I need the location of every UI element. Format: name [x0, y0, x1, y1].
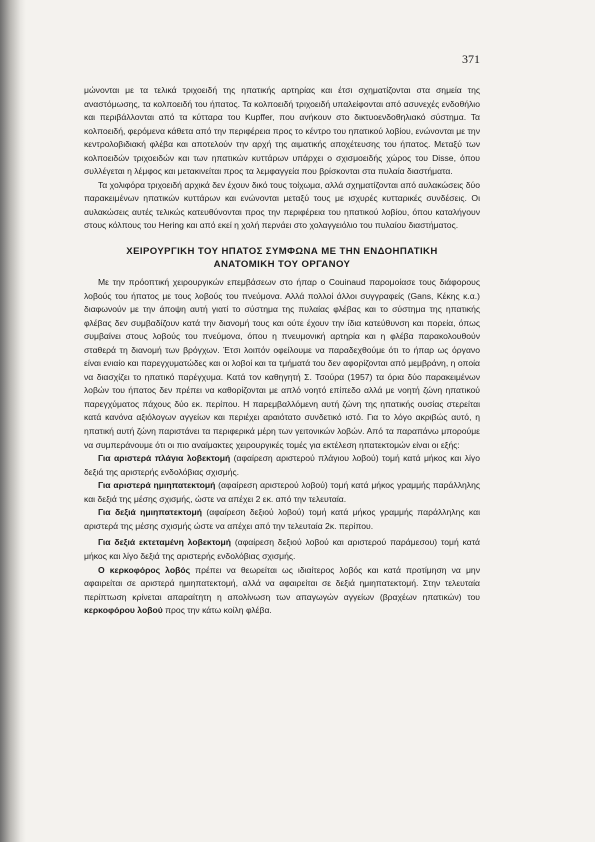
procedure-right-hemihepatectomy	[84, 506, 480, 533]
procedure-term: Για δεξιά εκτεταμένη λοβεκτομή	[98, 537, 232, 548]
procedure-term: Για δεξιά ημιηπατεκτομή	[98, 507, 202, 518]
procedure-term: Για αριστερά ημιηπατεκτομή	[98, 480, 216, 491]
caudate-lobe-paragraph	[84, 564, 480, 618]
book-gutter-shadow	[0, 0, 26, 842]
section-heading-line-1: ΧΕΙΡΟΥΡΓΙΚΗ ΤΟΥ ΗΠΑΤΟΣ ΣΥΜΦΩΝΑ ΜΕ ΤΗΝ ΕΝΔΟΗΠΑΤΙΚΗ	[126, 246, 438, 258]
procedure-left-lateral-lobectomy	[84, 452, 480, 479]
caudate-lobe-text: πρέπει να θεωρείται ως ιδιαίτερος λοβός και κατά προτίμηση να μην αφαιρείται σε αριστερά ημιηπατεκτομή, αλλά να αφαιρείται σε δεξιά ημιηπατεκτομή. Στην τελευταία περίπτωση κρίνεται απαραίτητη η απολίνωση των απαγωγών αγγείων (βραχέων ηπατικών) του	[84, 564, 480, 602]
procedure-left-hemihepatectomy	[84, 479, 480, 506]
procedure-term: Για αριστερά πλάγια λοβεκτομή	[98, 453, 231, 464]
procedure-description: (αφαίρεση δεξιού λοβού) τομή κατά μήκος γραμμής παράλληλης και αριστερά της μέσης σχισμής ώστε να απέχει από την τελευταία 2κ. περίπου.	[84, 507, 480, 531]
procedure-right-extended-lobectomy	[84, 536, 480, 563]
caudate-lobe-text-2: προς την κάτω κοίλη φλέβα.	[162, 605, 272, 616]
procedure-description: (αφαίρεση αριστερού πλάγιου λοβού) τομή κατά μήκος και λίγο δεξιά της αριστερής ενδολόβιας σχισμής.	[84, 453, 480, 477]
section-heading-line-2: ΑΝΑΤΟΜΙΚΗ ΤΟΥ ΟΡΓΑΝΟΥ	[213, 259, 351, 271]
caudate-lobe-term: Ο κερκοφόρος λοβός	[98, 564, 191, 575]
caudate-lobe-term-2: κερκοφόρου λοβού	[84, 605, 163, 616]
procedure-description: (αφαίρεση δεξιού λοβού και αριστερού παράμεσου) τομή κατά μήκος και λίγο δεξιά της αριστερής ενδολόβιας σχισμής.	[84, 537, 480, 561]
page-content	[84, 84, 480, 618]
section-heading	[84, 245, 480, 271]
procedure-description: (αφαίρεση αριστερού λοβού) τομή κατά μήκος γραμμής παράλληλης και δεξιά της μέσης σχισμής, ώστε να απέχει 2 εκ. από την τελευταία.	[84, 480, 480, 504]
intro-paragraph-1: μώνονται με τα τελικά τριχοειδή της ηπατικής αρτηρίας και έτσι σχηματίζονται στα σημεία της αναστόμωσης, τα κολποειδή του ήπατος. Τα κολποειδή τριχοειδή υπαλείφονται από ασυνεχές ενδοθήλιο και περιβάλλονται από τα κύτταρα του Kupffer, που ανήκουν στο δικτυοενδοθηλιακό σύστημα. Τα κολποειδή, φερόμενα κάθετα από την περιφέρεια προς το κέντρο του ηπατικού λοβίου, ενώνονται με την κεντρολοβιδιακή φλέβα και αποτελούν την αρχή της αιματικής αποχέτευσης του ήπατος. Μεταξύ των κολποειδών τριχοειδών και των ηπατικών κυττάρων υπάρχει ο σχισμοειδής χώρος του Disse, όπου συλλέγεται η λέμφος και μετακινείται προς τα λεμφαγγεία που βρίσκονται στα πυλαία διαστήματα.	[84, 85, 480, 177]
page-number: 371	[462, 52, 480, 66]
intro-paragraph-2: Τα χολιφόρα τριχοειδή αρχικά δεν έχουν δικό τους τοίχωμα, αλλά σχηματίζονται από αυλακώσεις δύο παρακειμένων ηπατικών κυττάρων και ενώνονται μεταξύ τους με ισχυρές κυτταρικές συνδέσεις. Οι αυλακώσεις αυτές τελικώς κατευθύνονται προς την περιφέρεια του ηπατικού λοβίου, όπου καταλήγουν στους κόλπους του Hering και από εκεί η χολή περνάει στο χολαγγειόλιο του πυλαίου διαστήματος.	[84, 179, 480, 231]
section-body-paragraph: Με την πρόοπτική χειρουργικών επεμβάσεων στο ήπαρ ο Couinaud παρομοίασε τους διάφορους λοβούς του ήπατος με τους λοβούς του πνεύμονα. Αλλά πολλοί άλλοι συγγραφείς (Gans, Κέκης κ.α.) διαφωνούν με την άποψη αυτή γιατί το σύστημα της πυλαίας φλέβας και το σύστημα της ηπατικής φλέβας δεν συμβαδίζουν κατά την διανομή τους και ούτε έχουν την ίδια κατεύθυνση και πορεία, όπως συμβαίνει στους λοβούς του πνεύμονα, όπου η πνευμονική αρτηρία και η φλέβα παρακολουθούν σταθερά τη διανομή των βρόγχων. Έτσι λοιπόν οφείλουμε να παραδεχθούμε ότι το ήπαρ ως όργανο είναι ενιαίο και παρεγχυματώδες και οι λοβοί και τα τμήματά του δεν αφορίζονται από μεμβράνη, η οποία να διασχίζει το ηπατικό παρέγχυμα. Κατά τον καθηγητή Σ. Τσούρα (1957) τα όρια δύο παρακειμένων λοβών του ήπατος δεν πρέπει να καθορίζονται με απλό νοητό επίπεδο αλλά με νοητή ζώνη ηπατικού παρεγχύματος πάχους δύο εκ. περίπου. Η παρεμβαλλόμενη αυτή ζώνη της ηπατικής ουσίας στερείται κατά κανόνα αξιόλογων αγγείων και περιέχει αραιότατο συνδετικό ιστό. Για το λόγο ακριβώς αυτό, η ηπατική αυτή ζώνη παριστάνει τα περιφερικά μέρη των γειτονικών λοβών. Από τα παραπάνω μπορούμε να συμπεράνουμε ότι οι πιο αναίμακτες χειρουργικές τομές για εκτέλεση ηπατεκτομών είναι οι εξής:	[84, 277, 480, 450]
